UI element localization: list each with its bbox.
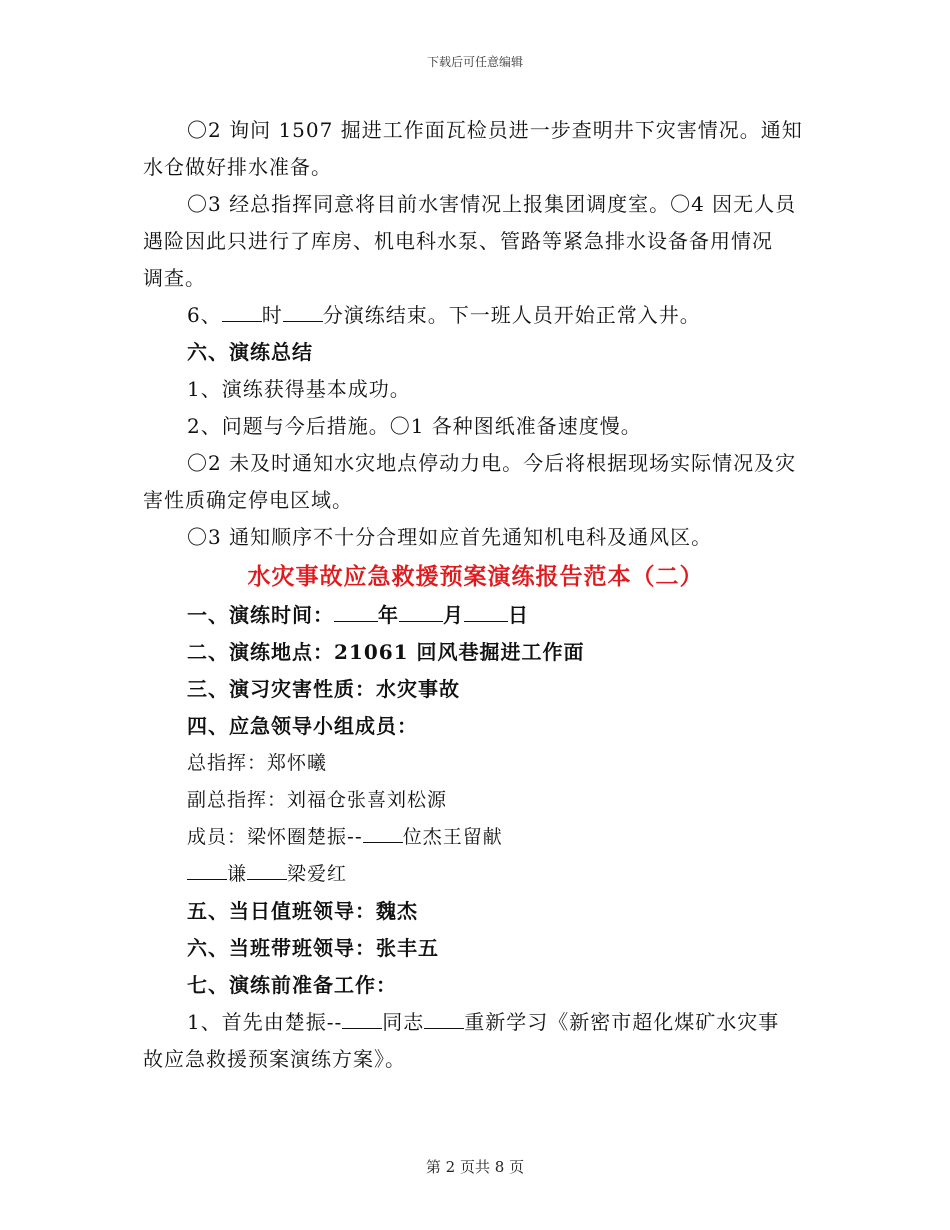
paragraph — [143, 297, 808, 334]
text: 1、首先由楚振-- — [187, 1010, 343, 1034]
members-continued — [143, 856, 808, 893]
paragraph: 调查。 — [143, 266, 206, 290]
paragraph: 故应急救援预案演练方案》。 — [143, 1047, 406, 1071]
paragraph: 水仓做好排水准备。 — [143, 155, 332, 179]
blank-line — [283, 320, 323, 322]
blank-line — [342, 1027, 382, 1029]
preparation-heading: 七、演练前准备工作： — [187, 973, 397, 997]
blank-line — [334, 620, 378, 622]
vice-commander: 副总指挥：刘福仓张喜刘松源 — [187, 789, 448, 811]
section-heading: 六、演练总结 — [187, 340, 313, 364]
text: 一、演练时间： — [187, 603, 334, 627]
leadership-group: 四、应急领导小组成员： — [187, 714, 418, 738]
text: 重新学习《新密市超化煤矿水灾事 — [464, 1010, 780, 1034]
text: 谦 — [227, 863, 248, 885]
text: 年 — [378, 603, 399, 627]
text: 梁爱红 — [287, 863, 348, 885]
paragraph: 害性质确定停电区域。 — [143, 488, 353, 512]
blank-line — [187, 878, 227, 880]
members — [143, 819, 808, 856]
blank-line — [247, 878, 287, 880]
paragraph — [143, 1004, 808, 1041]
paragraph: 1、演练获得基本成功。 — [187, 377, 411, 401]
commander: 总指挥：郑怀曦 — [187, 752, 328, 774]
shift-leader: 六、当班带班领导：张丰五 — [187, 936, 439, 960]
disaster-nature: 三、演习灾害性质：水灾事故 — [187, 677, 460, 701]
text: 日 — [508, 603, 529, 627]
paragraph: 〇3 通知顺序不十分合理如应首先通知机电科及通风区。 — [187, 525, 713, 549]
text: 分演练结束。下一班人员开始正常入井。 — [322, 303, 701, 327]
blank-line — [399, 620, 443, 622]
document-title: 水灾事故应急救援预案演练报告范本（二） — [247, 563, 704, 590]
paragraph: 2、问题与今后措施。〇1 各种图纸准备速度慢。 — [187, 414, 642, 438]
text: 月 — [443, 603, 464, 627]
drill-place: 二、演练地点：21061 回风巷掘进工作面 — [187, 640, 585, 664]
text: 时 — [261, 303, 283, 327]
page-header: 下载后可任意编辑 — [426, 55, 523, 69]
paragraph: 〇3 经总指挥同意将目前水害情况上报集团调度室。〇4 因无人员 — [187, 192, 797, 216]
text: 6、 — [187, 303, 222, 327]
paragraph: 〇2 询问 1507 掘进工作面瓦检员进一步查明井下灾害情况。通知 — [187, 118, 803, 142]
blank-line — [222, 320, 262, 322]
blank-line — [424, 1027, 464, 1029]
document-body — [143, 112, 808, 1078]
drill-time — [143, 597, 808, 634]
blank-line — [363, 841, 403, 843]
page-footer: 第 2 页共 8 页 — [425, 1158, 525, 1176]
paragraph: 〇2 未及时通知水灾地点停动力电。今后将根据现场实际情况及灾 — [187, 451, 797, 475]
blank-line — [464, 620, 508, 622]
text: 位杰王留献 — [402, 826, 503, 848]
duty-leader: 五、当日值班领导：魏杰 — [187, 899, 418, 923]
text: 同志 — [382, 1010, 425, 1034]
text: 成员：梁怀圈楚振-- — [187, 826, 363, 848]
paragraph: 遇险因此只进行了库房、机电科水泵、管路等紧急排水设备备用情况 — [143, 229, 773, 253]
